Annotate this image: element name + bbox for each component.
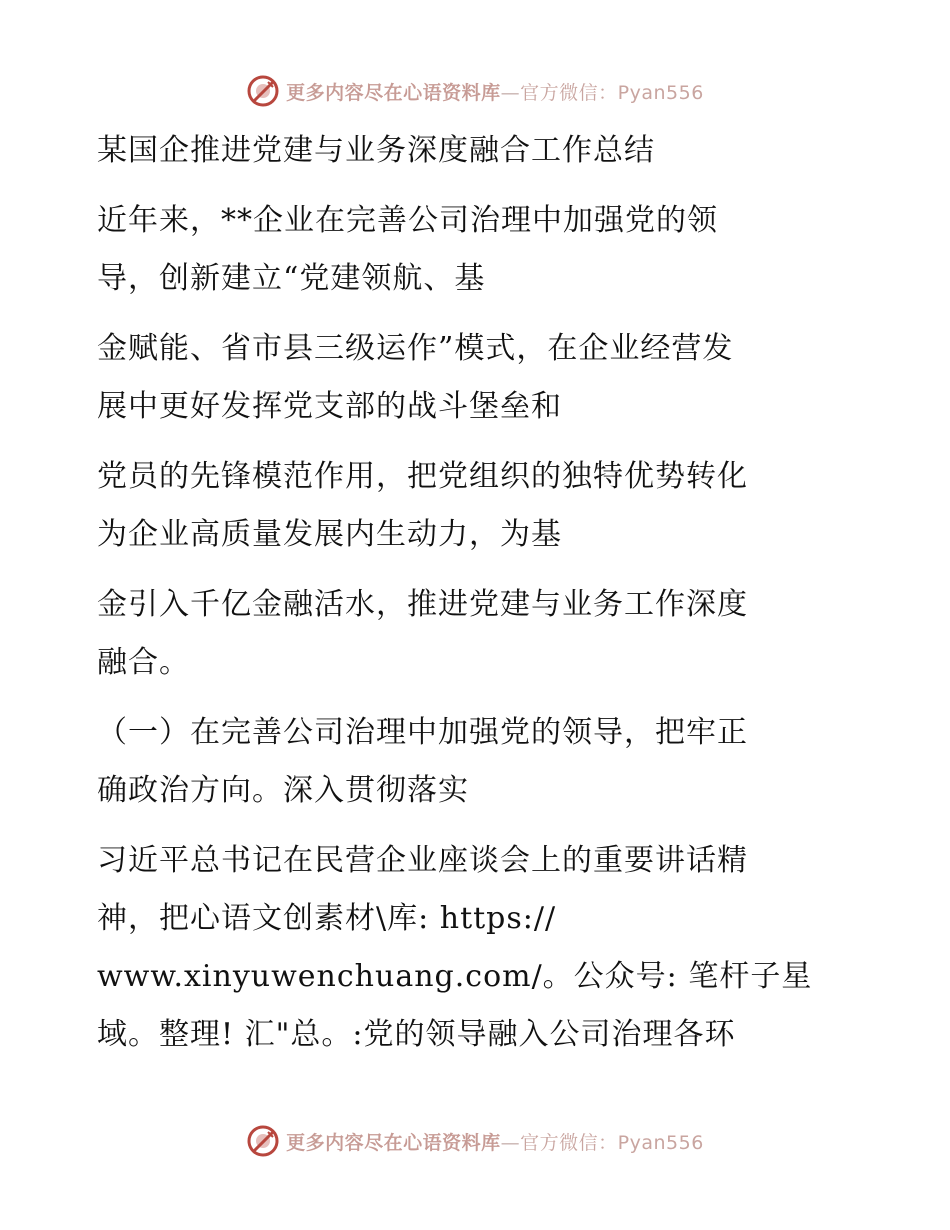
paragraph-line: 域。整理! 汇"总。:党的领导融入公司治理各环 [97, 1017, 736, 1052]
logo-icon [246, 1124, 280, 1158]
paragraph-line: 习近平总书记在民营企业座谈会上的重要讲话精 [97, 843, 748, 878]
watermark-wechat: 官方微信：Pyan556 [520, 1131, 704, 1154]
paragraph-line: 为企业高质量发展内生动力，为基 [97, 517, 562, 552]
watermark-wechat: 官方微信：Pyan556 [520, 81, 704, 104]
watermark-text [286, 1128, 704, 1155]
paragraph-line: 金赋能、省市县三级运作”模式，在企业经营发 [97, 331, 734, 366]
watermark-footer [0, 1124, 950, 1158]
watermark-text [286, 78, 704, 105]
paragraph-line: 金引入千亿金融活水，推进党建与业务工作深度 [97, 587, 748, 622]
document-body [97, 122, 837, 1064]
watermark-separator: — [500, 81, 521, 104]
paragraph-line: 展中更好发挥党支部的战斗堡垒和 [97, 389, 562, 424]
watermark-main: 更多内容尽在心语资料库 [286, 1131, 501, 1154]
paragraph-line: 党员的先锋模范作用，把党组织的独特优势转化 [97, 459, 748, 494]
section-heading-line: （一）在完善公司治理中加强党的领导，把牢正 [97, 715, 748, 750]
watermark-separator: — [500, 1131, 521, 1154]
paragraph-line: www.xinyuwenchuang.com/。公众号: 笔杆子星 [97, 959, 813, 994]
section-heading-line: 确政治方向。深入贯彻落实 [97, 773, 469, 808]
paragraph-line: 导，创新建立“党建领航、基 [97, 261, 486, 296]
watermark-header [0, 74, 950, 108]
paragraph-line: 近年来，**企业在完善公司治理中加强党的领 [97, 203, 718, 238]
logo-icon [246, 74, 280, 108]
paragraph-line: 融合。 [97, 645, 190, 680]
document-title: 某国企推进党建与业务深度融合工作总结 [97, 133, 655, 168]
watermark-main: 更多内容尽在心语资料库 [286, 81, 501, 104]
paragraph-line: 神，把心语文创素材\库: https:// [97, 901, 557, 936]
